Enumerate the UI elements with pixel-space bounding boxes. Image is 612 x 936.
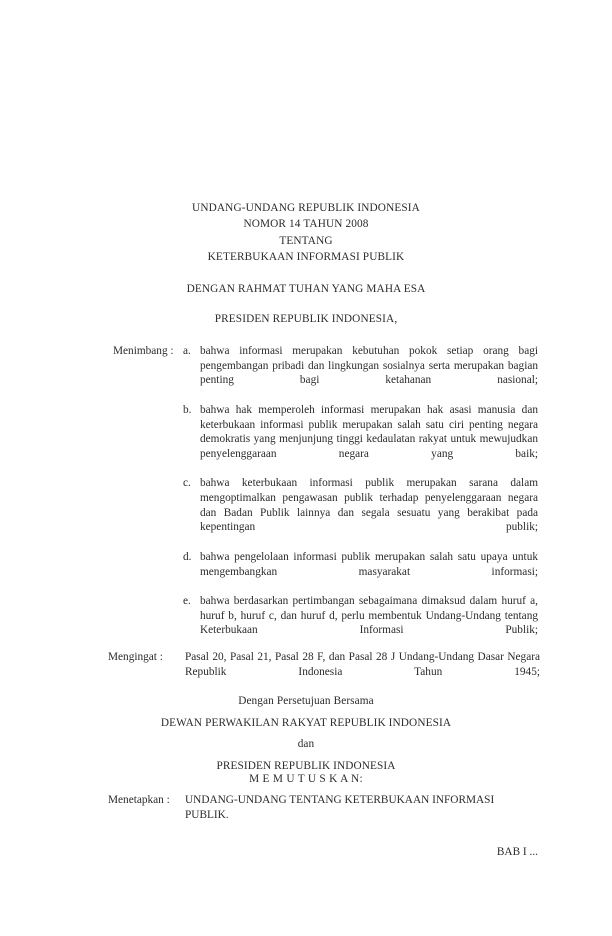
list-item	[183, 403, 538, 477]
recalling-label: Mengingat :	[108, 651, 163, 663]
list-item-text: bahwa pengelolaan informasi publik merupakan salah satu upaya untuk mengembangkan masyarakat informasi;	[200, 550, 538, 578]
list-item-text: bahwa berdasarkan pertimbangan sebagaimana dimaksud dalam huruf a, huruf b, huruf c, dan huruf d, perlu membentuk Undang-Undang tentang Keterbukaan Informasi Publik;	[200, 594, 538, 637]
list-item-marker: a.	[183, 345, 191, 357]
approval-line-dpr: DEWAN PERWAKILAN RAKYAT REPUBLIK INDONESIA	[160, 716, 452, 729]
recalling-text: Pasal 20, Pasal 21, Pasal 28 F, dan Pasal 28 J Undang-Undang Dasar Negara Republik Indonesia Tahun 1945;	[185, 651, 540, 678]
list-item-marker: b.	[183, 403, 192, 416]
title-line-about: TENTANG	[279, 234, 333, 247]
list-item	[183, 550, 538, 594]
establishing-section	[108, 793, 540, 822]
recalling-section	[108, 650, 540, 694]
considering-section	[113, 344, 538, 653]
footer-continuation-note: BAB I ...	[496, 846, 538, 858]
approval-block	[0, 691, 612, 777]
document-title-block	[0, 200, 612, 265]
title-line-law-type: UNDANG-UNDANG REPUBLIK INDONESIA	[192, 202, 420, 214]
blessing-text: DENGAN RAHMAT TUHAN YANG MAHA ESA	[186, 283, 426, 295]
list-item-marker: d.	[183, 550, 192, 563]
list-item-marker: e.	[183, 594, 191, 607]
blessing-block	[0, 281, 612, 297]
list-item	[183, 344, 538, 403]
considering-list	[183, 344, 538, 653]
approval-line-and: dan	[297, 738, 315, 750]
approval-line-1: Dengan Persetujuan Bersama	[238, 695, 374, 707]
decision-heading: M E M U T U S K A N:	[249, 773, 363, 785]
issuer-text: PRESIDEN REPUBLIK INDONESIA,	[214, 313, 398, 325]
list-item-text: bahwa hak memperoleh informasi merupakan hak asasi manusia dan keterbukaan informasi publik merupakan salah satu ciri penting negara demokratis yang menjunjung tinggi kedaulatan rakyat untuk mewujudkan penyelenggaraan negara yang baik;	[200, 403, 538, 460]
establishing-text: UNDANG-UNDANG TENTANG KETERBUKAAN INFORMASI PUBLIK.	[185, 794, 495, 821]
establishing-label: Menetapkan :	[108, 794, 170, 806]
issuer-block	[0, 311, 612, 327]
list-item-text: bahwa informasi merupakan kebutuhan pokok setiap orang bagi pengembangan pribadi dan lingkungan sosialnya serta merupakan bagian penting bagi ketahanan nasional;	[200, 345, 538, 387]
list-item	[183, 594, 538, 653]
list-item-marker: c.	[183, 477, 191, 490]
title-line-number: NOMOR 14 TAHUN 2008	[243, 218, 369, 231]
title-line-subject: KETERBUKAAN INFORMASI PUBLIK	[207, 250, 405, 263]
list-item	[183, 476, 538, 550]
approval-line-president: PRESIDEN REPUBLIK INDONESIA	[216, 759, 396, 772]
list-item-text: bahwa keterbukaan informasi publik merupakan sarana dalam mengoptimalkan pengawasan publik terhadap penyelenggaraan negara dan Badan Publik lainnya dan segala sesuatu yang berakibat pada kepentingan publik;	[200, 477, 538, 534]
considering-label: Menimbang :	[113, 345, 174, 357]
